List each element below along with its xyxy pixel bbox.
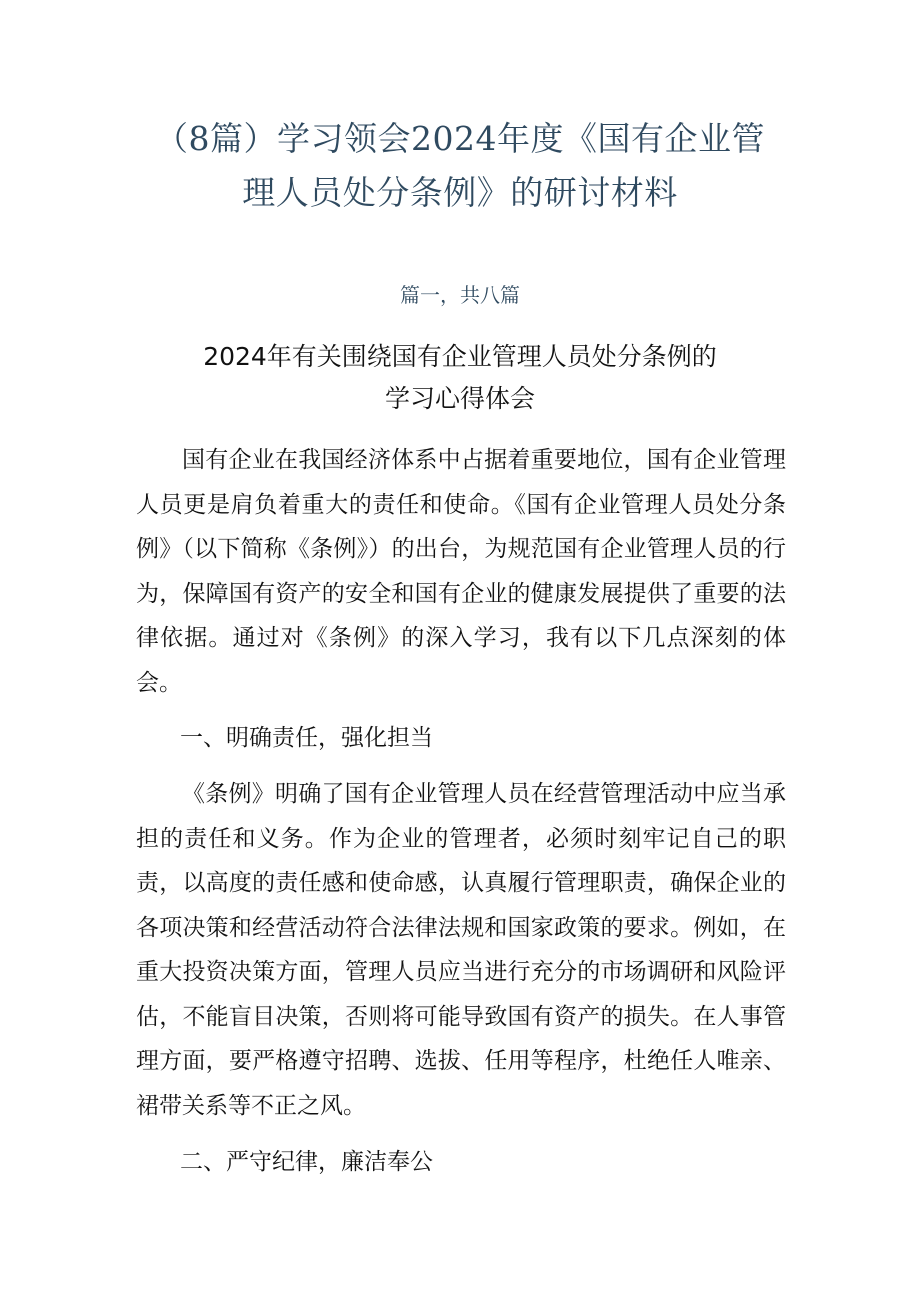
section-heading-1: 一、明确责任，强化担当: [180, 725, 433, 751]
article-title-line-2: 学习心得体会: [384, 384, 535, 413]
paragraph-intro: 国有企业在我国经济体系中占据着重要地位，国有企业管理人员更是肩负着重大的责任和使命。《国有企业管理人员处分条例》（以下简称《条例》）的出台，为规范国有企业管理人员的行为，保障国有资产的安全和国有企业的健康发展提供了重要的法律依据。通过对《条例》的深入学习，我有以下几点深刻的体会。: [136, 447, 786, 696]
document-title: [100, 112, 820, 220]
article-title: [100, 336, 820, 420]
article-title-line-1: 2024年有关围绕国有企业管理人员处分条例的: [203, 342, 717, 371]
document-title-line-1: （8篇）学习领会2024年度《国有企业管: [155, 119, 765, 158]
section-heading-2: 二、严守纪律，廉洁奉公: [180, 1149, 433, 1175]
document-title-line-2: 理人员处分条例》的研讨材料: [242, 173, 678, 212]
section-label: 篇一，共八篇: [400, 283, 520, 307]
paragraph-responsibility: 《条例》明确了国有企业管理人员在经营管理活动中应当承担的责任和义务。作为企业的管理者，必须时刻牢记自己的职责，以高度的责任感和使命感，认真履行管理职责，确保企业的各项决策和经营活动符合法律法规和国家政策的要求。例如，在重大投资决策方面，管理人员应当进行充分的市场调研和风险评估，不能盲目决策，否则将可能导致国有资产的损失。在人事管理方面，要严格遵守招聘、选拔、任用等程序，杜绝任人唯亲、裙带关系等不正之风。: [136, 781, 786, 1119]
